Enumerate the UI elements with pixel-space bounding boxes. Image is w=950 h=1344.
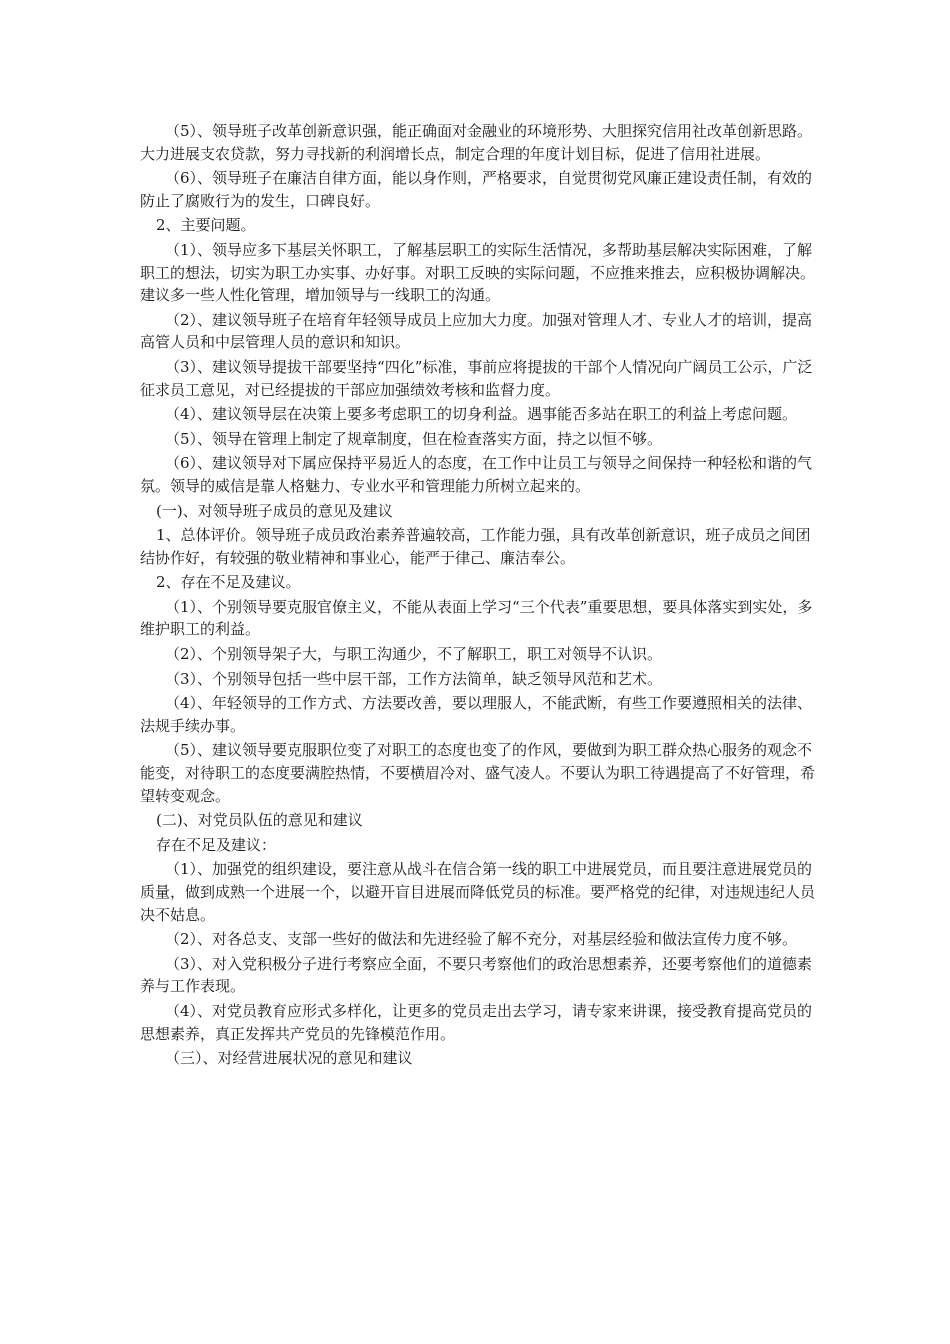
- paragraph: （3）、个别领导包括一些中层干部，工作方法简单，缺乏领导风范和艺术。: [165, 669, 663, 688]
- paragraph: 1、总体评价。领导班子成员政治素养普遍较高，工作能力强，具有改革创新意识，班子成员之间团结协作好，有较强的敬业精神和事业心，能严于律己、廉洁奉公。: [140, 526, 811, 567]
- paragraph: （1）、加强党的组织建设，要注意从战斗在信合第一线的职工中进展党员，而且要注意进展党员的质量，做到成熟一个进展一个，以避开盲目进展而降低党员的标准。要严格党的纪律，对违规违纪人员决不姑息。: [140, 860, 816, 924]
- paragraph: (二)、对党员队伍的意见和建议: [156, 811, 363, 830]
- paragraph: （5）、领导班子改革创新意识强，能正确面对金融业的环境形势、大胆探究信用社改革创新思路。大力进展支农贷款，努力寻找新的利润增长点，制定合理的年度计划目标，促进了信用社进展。: [140, 122, 813, 163]
- paragraph: （5）、领导在管理上制定了规章制度，但在检查落实方面，持之以恒不够。: [165, 429, 663, 448]
- paragraph: （4）、年轻领导的工作方式、方法要改善，要以理服人，不能武断，有些工作要遵照相关的法律、法规手续办事。: [140, 694, 813, 735]
- paragraph: （4）、对党员教育应形式多样化，让更多的党员走出去学习，请专家来讲课，接受教育提高党员的思想素养，真正发挥共产党员的先锋模范作用。: [140, 1001, 813, 1043]
- paragraph: （3）、建议领导提拔干部要坚持“四化”标准，事前应将提拔的干部个人情况向广阔员工公示，广泛征求员工意见，对已经提拔的干部应加强绩效考核和监督力度。: [140, 357, 813, 399]
- paragraph: （2）、个别领导架子大，与职工沟通少，不了解职工，职工对领导不认识。: [165, 645, 663, 664]
- paragraph: （1）、个别领导要克服官僚主义，不能从表面上学习“三个代表”重要思想，要具体落实到实处，多维护职工的利益。: [140, 597, 813, 639]
- paragraph: 存在不足及建议：: [156, 835, 277, 854]
- paragraph: （6）、领导班子在廉洁自律方面，能以身作则，严格要求，自觉贯彻党风廉正建设责任制，有效的防止了腐败行为的发生，口碑良好。: [140, 169, 813, 210]
- paragraph: 2、存在不足及建议。: [156, 573, 301, 592]
- paragraph: （5）、建议领导要克服职位变了对职工的态度也变了的作风，要做到为职工群众热心服务的观念不能变，对待职工的态度要满腔热情，不要横眉冷对、盛气凌人。不要认为职工待遇提高了不好管理，希望转变观念。: [140, 741, 816, 805]
- paragraph: （2）、建议领导班子在培育年轻领导成员上应加大力度。加强对管理人才、专业人才的培训，提高高管人员和中层管理人员的意识和知识。: [140, 310, 813, 352]
- paragraph: 2、主要问题。: [156, 216, 256, 235]
- paragraph: （1）、领导应多下基层关怀职工，了解基层职工的实际生活情况，多帮助基层解决实际困难，了解职工的想法，切实为职工办实事、办好事。对职工反映的实际问题，不应推来推去，应积极协调解决。建议多一些人性化管理，增加领导与一线职工的沟通。: [140, 240, 816, 305]
- paragraph: (一)、对领导班子成员的意见及建议: [156, 501, 393, 520]
- paragraph: （2）、对各总支、支部一些好的做法和先进经验了解不充分，对基层经验和做法宣传力度不够。: [165, 930, 798, 949]
- paragraph: （三）、对经营进展状况的意见和建议: [165, 1049, 413, 1068]
- paragraph: （4）、建议领导层在决策上要多考虑职工的切身利益。遇事能否多站在职工的利益上考虑问题。: [165, 405, 798, 424]
- document-body: [140, 120, 820, 1072]
- paragraph: （6）、建议领导对下属应保持平易近人的态度，在工作中让员工与领导之间保持一种轻松和谐的气氛。领导的威信是靠人格魅力、专业水平和管理能力所树立起来的。: [140, 454, 813, 495]
- paragraph: （3）、对入党积极分子进行考察应全面，不要只考察他们的政治思想素养，还要考察他们的道德素养与工作表现。: [140, 954, 813, 996]
